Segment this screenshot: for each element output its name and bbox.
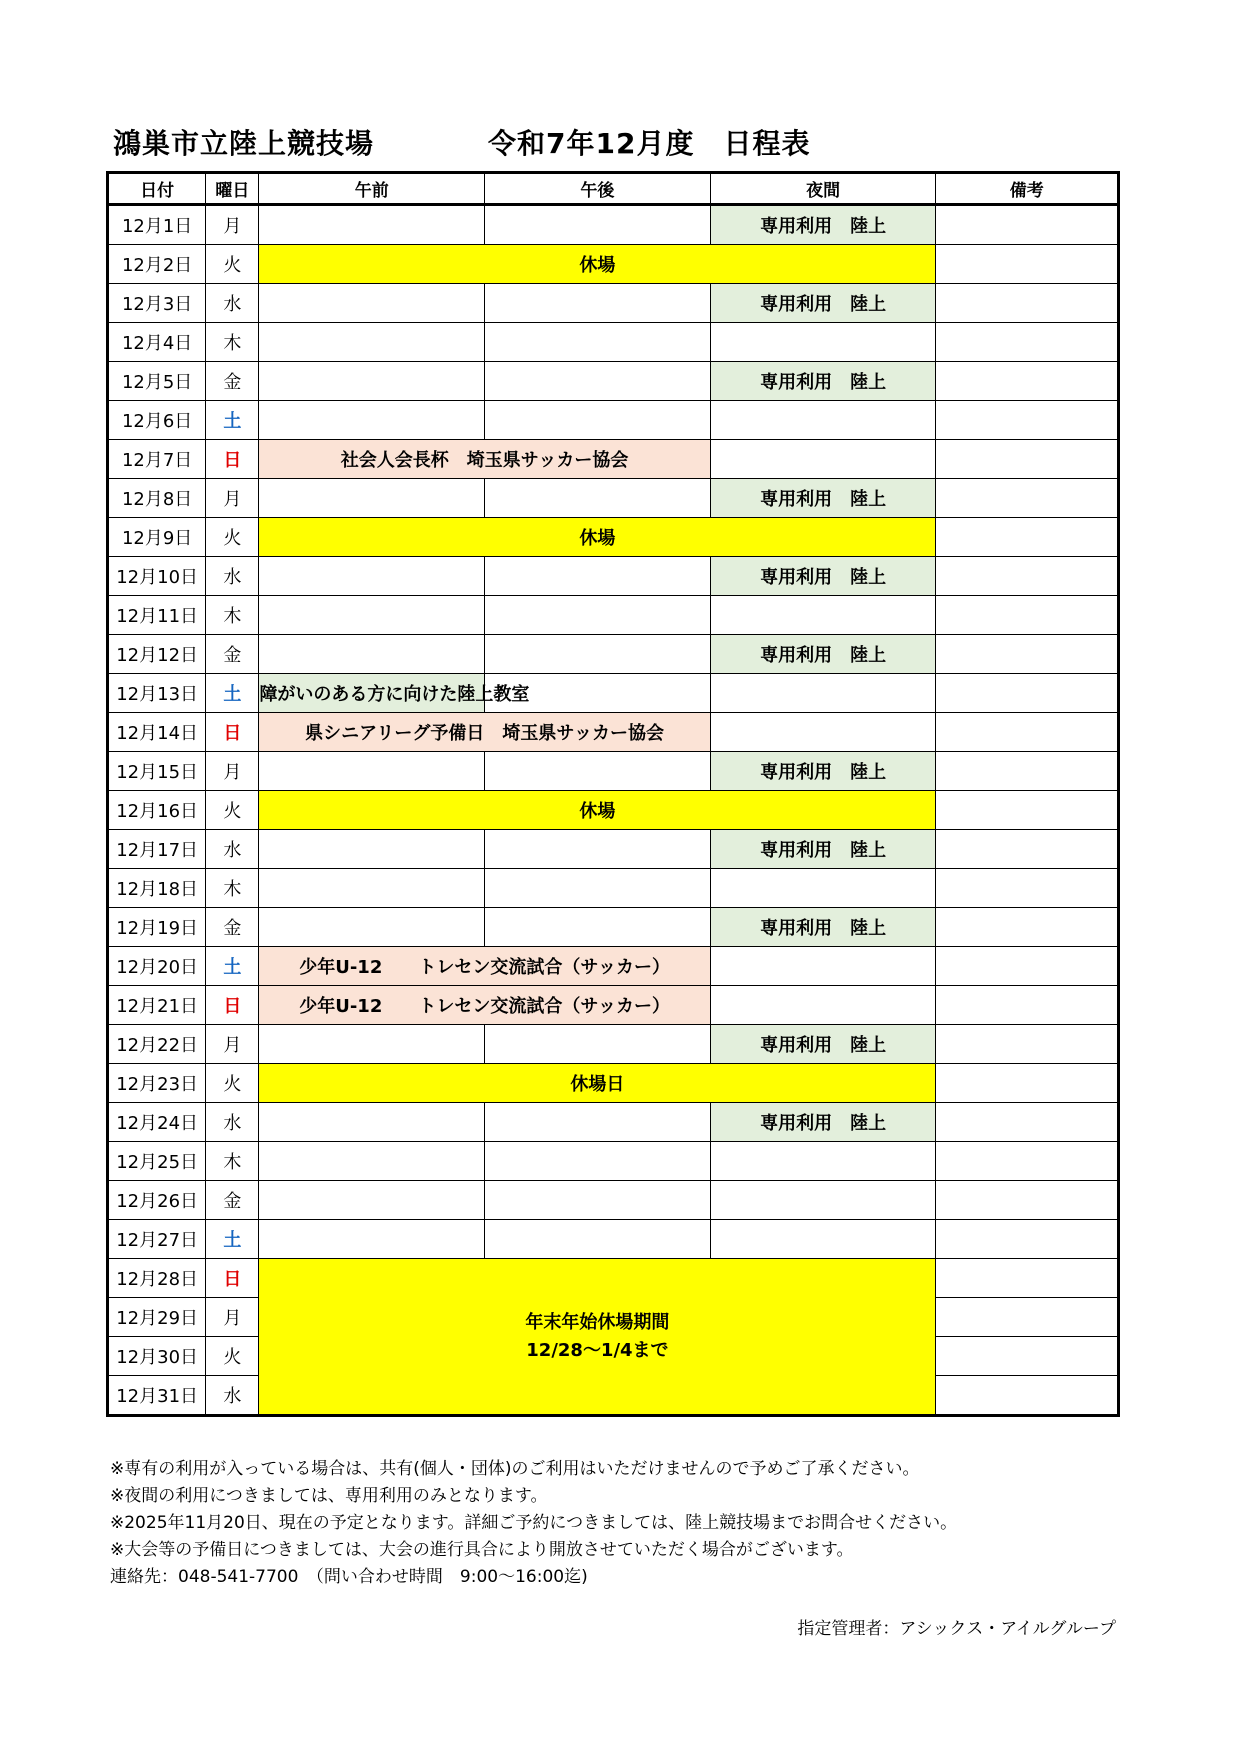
weekday-cell: 日 xyxy=(206,986,259,1025)
note-line: ※大会等の予備日につきましては、大会の進行具合により開放させていただく場合がございます。 xyxy=(110,1540,854,1560)
night-exclusive-cell: 専用利用 陸上 xyxy=(710,908,936,947)
afternoon-cell xyxy=(485,1181,711,1220)
afternoon-cell xyxy=(485,635,711,674)
remarks-cell xyxy=(936,323,1119,362)
afternoon-cell xyxy=(485,908,711,947)
note-line: ※2025年11月20日、現在の予定となります。詳細ご予約につきましては、陸上競技場までお問合せください。 xyxy=(110,1513,958,1533)
afternoon-cell xyxy=(485,596,711,635)
night-exclusive-cell: 専用利用 陸上 xyxy=(710,752,936,791)
table-row xyxy=(108,830,1119,869)
morning-cell xyxy=(259,1181,485,1220)
date-cell: 12月27日 xyxy=(108,1220,206,1259)
night-cell xyxy=(710,401,936,440)
afternoon-cell xyxy=(485,284,711,323)
weekday-cell: 火 xyxy=(206,1337,259,1376)
date-cell: 12月8日 xyxy=(108,479,206,518)
remarks-cell xyxy=(936,635,1119,674)
schedule-table xyxy=(106,171,1120,1417)
table-row xyxy=(108,284,1119,323)
morning-cell xyxy=(259,869,485,908)
weekday-cell: 金 xyxy=(206,635,259,674)
weekday-cell: 日 xyxy=(206,440,259,479)
remarks-cell xyxy=(936,1259,1119,1298)
weekday-cell: 月 xyxy=(206,1298,259,1337)
weekday-cell: 水 xyxy=(206,1103,259,1142)
table-row xyxy=(108,518,1119,557)
table-row xyxy=(108,1181,1119,1220)
remarks-cell xyxy=(936,479,1119,518)
date-cell: 12月3日 xyxy=(108,284,206,323)
remarks-cell xyxy=(936,1376,1119,1416)
date-cell: 12月6日 xyxy=(108,401,206,440)
afternoon-cell xyxy=(485,479,711,518)
afternoon-cell xyxy=(485,752,711,791)
table-row xyxy=(108,674,1119,713)
night-exclusive-cell: 専用利用 陸上 xyxy=(710,635,936,674)
morning-cell xyxy=(259,557,485,596)
table-row xyxy=(108,1259,1119,1298)
table-row xyxy=(108,1142,1119,1181)
contact-line: 連絡先：048-541-7700 （問い合わせ時間 9:00～16:00迄) xyxy=(110,1567,588,1587)
yearend-title: 年末年始休場期間 xyxy=(525,1311,670,1333)
weekday-cell: 土 xyxy=(206,674,259,713)
remarks-cell xyxy=(936,401,1119,440)
date-cell: 12月9日 xyxy=(108,518,206,557)
table-row xyxy=(108,401,1119,440)
night-cell xyxy=(710,713,936,752)
weekday-cell: 木 xyxy=(206,1142,259,1181)
date-cell: 12月2日 xyxy=(108,245,206,284)
date-cell: 12月7日 xyxy=(108,440,206,479)
date-cell: 12月14日 xyxy=(108,713,206,752)
weekday-cell: 金 xyxy=(206,1181,259,1220)
morning-cell xyxy=(259,908,485,947)
remarks-cell xyxy=(936,1064,1119,1103)
schedule-body xyxy=(108,205,1119,1416)
night-exclusive-cell: 専用利用 陸上 xyxy=(710,284,936,323)
remarks-cell xyxy=(936,791,1119,830)
night-exclusive-cell: 専用利用 陸上 xyxy=(710,362,936,401)
table-row xyxy=(108,752,1119,791)
table-row xyxy=(108,908,1119,947)
weekday-cell: 日 xyxy=(206,1259,259,1298)
note-line: ※夜間の利用につきましては、専用利用のみとなります。 xyxy=(110,1486,548,1506)
header-afternoon: 午後 xyxy=(485,173,711,205)
table-row xyxy=(108,635,1119,674)
closed-cell: 休場 xyxy=(259,518,936,557)
table-row xyxy=(108,557,1119,596)
weekday-cell: 木 xyxy=(206,869,259,908)
date-cell: 12月13日 xyxy=(108,674,206,713)
yearend-closure-cell xyxy=(259,1259,936,1416)
table-row xyxy=(108,791,1119,830)
afternoon-cell xyxy=(485,362,711,401)
remarks-cell xyxy=(936,440,1119,479)
weekday-cell: 火 xyxy=(206,518,259,557)
morning-class-cell: 障がいのある方に向けた陸上教室 xyxy=(259,674,485,713)
remarks-cell xyxy=(936,986,1119,1025)
header-remarks: 備考 xyxy=(936,173,1119,205)
remarks-cell xyxy=(936,1220,1119,1259)
night-exclusive-cell: 専用利用 陸上 xyxy=(710,479,936,518)
table-row xyxy=(108,1220,1119,1259)
afternoon-cell xyxy=(485,401,711,440)
afternoon-cell xyxy=(485,323,711,362)
afternoon-cell xyxy=(485,830,711,869)
morning-cell xyxy=(259,596,485,635)
morning-cell xyxy=(259,362,485,401)
night-exclusive-cell: 専用利用 陸上 xyxy=(710,557,936,596)
table-row xyxy=(108,245,1119,284)
date-cell: 12月12日 xyxy=(108,635,206,674)
table-row xyxy=(108,1025,1119,1064)
date-cell: 12月29日 xyxy=(108,1298,206,1337)
afternoon-cell xyxy=(485,1103,711,1142)
weekday-cell: 水 xyxy=(206,557,259,596)
weekday-cell: 土 xyxy=(206,1220,259,1259)
weekday-cell: 木 xyxy=(206,596,259,635)
weekday-cell: 日 xyxy=(206,713,259,752)
morning-cell xyxy=(259,401,485,440)
remarks-cell xyxy=(936,1181,1119,1220)
remarks-cell xyxy=(936,830,1119,869)
date-cell: 12月1日 xyxy=(108,205,206,245)
note-line: ※専有の利用が入っている場合は、共有(個人・団体)のご利用はいただけませんので予めご了承ください。 xyxy=(110,1459,920,1479)
night-cell xyxy=(710,440,936,479)
remarks-cell xyxy=(936,205,1119,245)
afternoon-cell xyxy=(485,1025,711,1064)
weekday-cell: 金 xyxy=(206,908,259,947)
weekday-cell: 火 xyxy=(206,1064,259,1103)
remarks-cell xyxy=(936,713,1119,752)
weekday-cell: 火 xyxy=(206,245,259,284)
night-exclusive-cell: 専用利用 陸上 xyxy=(710,205,936,245)
night-cell xyxy=(710,986,936,1025)
facility-name: 鴻巣市立陸上競技場 xyxy=(113,127,375,160)
date-cell: 12月28日 xyxy=(108,1259,206,1298)
closed-cell: 休場 xyxy=(259,791,936,830)
date-cell: 12月16日 xyxy=(108,791,206,830)
remarks-cell xyxy=(936,1142,1119,1181)
remarks-cell xyxy=(936,908,1119,947)
date-cell: 12月21日 xyxy=(108,986,206,1025)
remarks-cell xyxy=(936,947,1119,986)
closed-cell: 休場日 xyxy=(259,1064,936,1103)
weekday-cell: 月 xyxy=(206,205,259,245)
closed-cell: 休場 xyxy=(259,245,936,284)
remarks-cell xyxy=(936,752,1119,791)
date-cell: 12月11日 xyxy=(108,596,206,635)
header-dow: 曜日 xyxy=(206,173,259,205)
night-cell xyxy=(710,947,936,986)
night-exclusive-cell: 専用利用 陸上 xyxy=(710,1103,936,1142)
table-row xyxy=(108,479,1119,518)
table-row xyxy=(108,1064,1119,1103)
date-cell: 12月26日 xyxy=(108,1181,206,1220)
remarks-cell xyxy=(936,518,1119,557)
table-row xyxy=(108,362,1119,401)
date-cell: 12月18日 xyxy=(108,869,206,908)
date-cell: 12月10日 xyxy=(108,557,206,596)
header-date: 日付 xyxy=(108,173,206,205)
date-cell: 12月24日 xyxy=(108,1103,206,1142)
afternoon-cell xyxy=(485,1142,711,1181)
night-cell xyxy=(710,323,936,362)
night-cell xyxy=(710,869,936,908)
table-row xyxy=(108,323,1119,362)
remarks-cell xyxy=(936,1103,1119,1142)
event-cell: 少年U-12 トレセン交流試合（サッカー） xyxy=(259,986,710,1025)
date-cell: 12月22日 xyxy=(108,1025,206,1064)
date-cell: 12月17日 xyxy=(108,830,206,869)
afternoon-cell xyxy=(485,205,711,245)
date-cell: 12月15日 xyxy=(108,752,206,791)
yearend-period: 12/28～1/4まで xyxy=(526,1339,669,1361)
afternoon-cell xyxy=(485,869,711,908)
date-cell: 12月31日 xyxy=(108,1376,206,1416)
header-morning: 午前 xyxy=(259,173,485,205)
morning-cell xyxy=(259,1220,485,1259)
table-row xyxy=(108,205,1119,245)
remarks-cell xyxy=(936,869,1119,908)
event-cell: 社会人会長杯 埼玉県サッカー協会 xyxy=(259,440,710,479)
morning-cell xyxy=(259,1142,485,1181)
weekday-cell: 土 xyxy=(206,947,259,986)
night-cell xyxy=(710,1220,936,1259)
remarks-cell xyxy=(936,674,1119,713)
morning-cell xyxy=(259,479,485,518)
table-row xyxy=(108,869,1119,908)
morning-cell xyxy=(259,1103,485,1142)
remarks-cell xyxy=(936,284,1119,323)
table-row xyxy=(108,596,1119,635)
table-row xyxy=(108,986,1119,1025)
night-exclusive-cell: 専用利用 陸上 xyxy=(710,1025,936,1064)
table-row xyxy=(108,440,1119,479)
date-cell: 12月23日 xyxy=(108,1064,206,1103)
afternoon-cell xyxy=(485,557,711,596)
table-row xyxy=(108,713,1119,752)
morning-cell xyxy=(259,830,485,869)
night-cell xyxy=(710,1142,936,1181)
weekday-cell: 水 xyxy=(206,1376,259,1416)
night-cell xyxy=(710,674,936,713)
date-cell: 12月20日 xyxy=(108,947,206,986)
header-night: 夜間 xyxy=(710,173,936,205)
notes xyxy=(110,1456,957,1591)
remarks-cell xyxy=(936,1025,1119,1064)
weekday-cell: 水 xyxy=(206,830,259,869)
weekday-cell: 火 xyxy=(206,791,259,830)
weekday-cell: 土 xyxy=(206,401,259,440)
remarks-cell xyxy=(936,1298,1119,1337)
weekday-cell: 水 xyxy=(206,284,259,323)
date-cell: 12月30日 xyxy=(108,1337,206,1376)
morning-cell xyxy=(259,752,485,791)
remarks-cell xyxy=(936,1337,1119,1376)
header-row xyxy=(108,173,1119,205)
morning-cell xyxy=(259,635,485,674)
afternoon-cell xyxy=(485,1220,711,1259)
morning-cell xyxy=(259,323,485,362)
morning-cell xyxy=(259,1025,485,1064)
event-cell: 県シニアリーグ予備日 埼玉県サッカー協会 xyxy=(259,713,710,752)
remarks-cell xyxy=(936,362,1119,401)
date-cell: 12月25日 xyxy=(108,1142,206,1181)
designated-manager: 指定管理者：アシックス・アイルグループ xyxy=(797,1619,1116,1639)
night-exclusive-cell: 専用利用 陸上 xyxy=(710,830,936,869)
weekday-cell: 木 xyxy=(206,323,259,362)
schedule-title: 令和7年12月度 日程表 xyxy=(488,127,811,160)
morning-cell xyxy=(259,284,485,323)
date-cell: 12月19日 xyxy=(108,908,206,947)
remarks-cell xyxy=(936,245,1119,284)
weekday-cell: 金 xyxy=(206,362,259,401)
date-cell: 12月5日 xyxy=(108,362,206,401)
table-row xyxy=(108,1103,1119,1142)
night-cell xyxy=(710,596,936,635)
remarks-cell xyxy=(936,557,1119,596)
weekday-cell: 月 xyxy=(206,479,259,518)
event-cell: 少年U-12 トレセン交流試合（サッカー） xyxy=(259,947,710,986)
remarks-cell xyxy=(936,596,1119,635)
weekday-cell: 月 xyxy=(206,752,259,791)
morning-cell xyxy=(259,205,485,245)
night-cell xyxy=(710,1181,936,1220)
date-cell: 12月4日 xyxy=(108,323,206,362)
weekday-cell: 月 xyxy=(206,1025,259,1064)
table-row xyxy=(108,947,1119,986)
page-title xyxy=(113,122,811,162)
